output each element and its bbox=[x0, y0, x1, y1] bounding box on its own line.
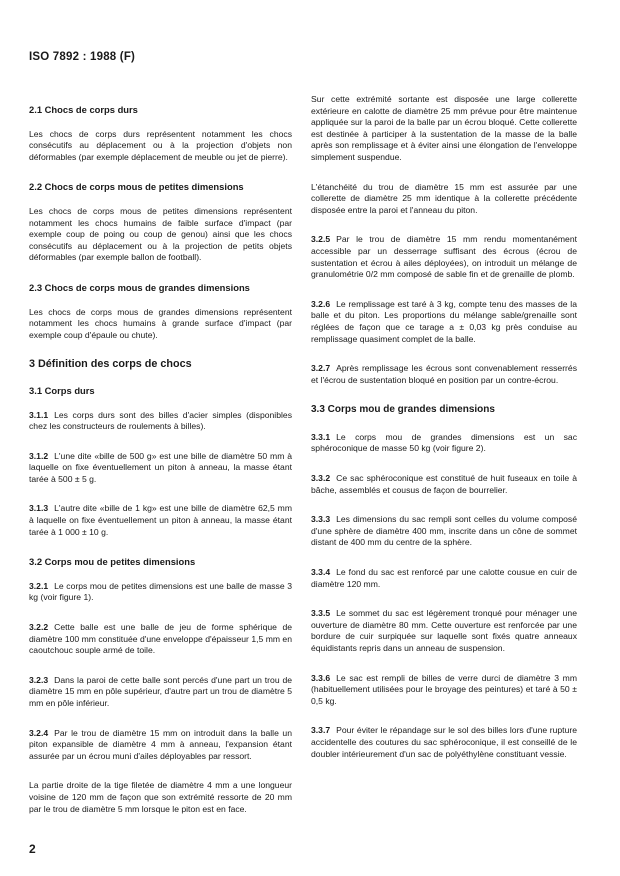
paragraph-3-1-2 bbox=[29, 451, 292, 486]
paragraph-text: Les corps durs sont des billes d'acier simples (disponibles chez les constructeurs de roulements à billes). bbox=[29, 409, 292, 432]
left-column bbox=[29, 96, 292, 833]
paragraph-3-1-3 bbox=[29, 503, 292, 538]
section-3-title: 3 Définition des corps de chocs bbox=[29, 358, 192, 371]
paragraph-text: L'autre dite «bille de 1 kg» est une bille de diamètre 62,5 mm à laquelle on fixe éventuellement un piton à anneau, la masse étant tarée à 1 000 ± 10 g. bbox=[29, 503, 292, 537]
right-column bbox=[311, 94, 577, 778]
paragraph-3-2-4-continued: La partie droite de la tige filetée de diamètre 4 mm a une longueur voisine de 120 mm de façon que son extrémité ressorte de 20 mm par le trou de diamètre 5 mm lorsque le piton est en face. bbox=[29, 780, 292, 814]
section-2-1-title: 2.1 Chocs de corps durs bbox=[29, 104, 138, 115]
paragraph-number: 3.2.4 bbox=[29, 727, 49, 738]
paragraph-text: Ce sac sphéroconique est constitué de huit fuseaux en toile à bâche, assemblés et cousus de façon de bourrelier. bbox=[311, 473, 577, 495]
paragraph-text: Par le trou de diamètre 15 mm on introduit dans la balle un piton expansible de diamètre 4 mm à anneau, l'expansion étant assurée par un écrou muni d'ailes déployables par ressort. bbox=[29, 727, 292, 761]
section-3-1-title: 3.1 Corps durs bbox=[29, 384, 95, 396]
paragraph-number: 3.1.3 bbox=[29, 503, 49, 514]
section-3-2-title: 3.2 Corps mou de petites dimensions bbox=[29, 556, 196, 568]
section-2-2-text: Les chocs de corps mous de petites dimensions représentent notamment les chocs humains de faible surface d'impact (par exemple coup de poing ou coup de genou) ainsi que les chocs consécutifs au déplacement ou à la projection de petits objets déformables (par exemple ballon de football). bbox=[29, 205, 292, 263]
paragraph-3-3-6 bbox=[311, 673, 577, 708]
paragraph-etancheite: L'étanchéité du trou de diamètre 15 mm est assurée par une collerette de diamètre 25 mm identique à la collerette précédente disposée entre la paroi et l'anneau du piton. bbox=[311, 181, 577, 215]
paragraph-collerette: Sur cette extrémité sortante est disposée une large collerette extérieure en calotte de diamètre 25 mm prévue pour être maintenue appliquée sur la paroi de la balle par un écrou bloqué. Cette collerette est destinée à participer à la sustentation de la masse de la balle après son remplissage et à éviter ainsi une élongation de l'enveloppe simplement suspendue. bbox=[311, 94, 577, 162]
paragraph-text: L'une dite «bille de 500 g» est une bille de diamètre 50 mm à laquelle on fixe éventuellement un piton à anneau, la masse étant tarée à 500 ± 5 g. bbox=[29, 450, 292, 484]
paragraph-3-2-2 bbox=[29, 622, 292, 657]
paragraph-number: 3.3.6 bbox=[311, 672, 331, 683]
paragraph-3-3-3 bbox=[311, 514, 577, 549]
paragraph-3-1-1 bbox=[29, 410, 292, 433]
page-number: 2 bbox=[29, 842, 36, 856]
paragraph-text: Le corps mou de grandes dimensions est un sac sphéroconique de masse 50 kg (voir figure 2). bbox=[311, 431, 577, 454]
paragraph-text: Le remplissage est taré à 3 kg, compte tenu des masses de la balle et du piton. Les proportions du mélange sable/grenaille sont réglées de façon que ce tarage a ± 0,03 kg près conduise au remplissage quasiment complet de la balle. bbox=[311, 298, 577, 344]
paragraph-number: 3.3.5 bbox=[311, 608, 331, 619]
paragraph-number: 3.3.1 bbox=[311, 431, 331, 442]
paragraph-number: 3.2.1 bbox=[29, 580, 49, 591]
paragraph-3-3-2 bbox=[311, 473, 577, 496]
section-2-2-title: 2.2 Chocs de corps mous de petites dimensions bbox=[29, 181, 244, 193]
paragraph-3-2-4 bbox=[29, 728, 292, 763]
paragraph-text: Le corps mou de petites dimensions est une balle de masse 3 kg (voir figure 1). bbox=[29, 580, 292, 603]
paragraph-number: 3.2.6 bbox=[311, 298, 331, 309]
document-header: ISO 7892 : 1988 (F) bbox=[29, 51, 136, 63]
paragraph-number: 3.3.7 bbox=[311, 725, 331, 736]
paragraph-text: Le fond du sac est renforcé par une calotte cousue en cuir de diamètre 120 mm. bbox=[311, 567, 577, 589]
paragraph-3-3-7 bbox=[311, 725, 577, 760]
paragraph-text: Par le trou de diamètre 15 mm rendu momentanément accessible par un desserrage suffisant des écrous (écrou de sustentation et écrou à ailes déployées), on introduit un mélange de granulométrie 0/2 mm composé de sable fin et de grenaille de plomb. bbox=[311, 234, 577, 280]
paragraph-number: 3.1.2 bbox=[29, 450, 49, 461]
paragraph-3-2-7 bbox=[311, 363, 577, 386]
paragraph-text: Cette balle est une balle de jeu de forme sphérique de diamètre 100 mm constituée d'une enveloppe d'épaisseur 1,5 mm en caoutchouc souple armé de toile. bbox=[29, 622, 292, 656]
paragraph-text: Le sac est rempli de billes de verre durci de diamètre 3 mm (habituellement utilisées pour le broyage des peintures) et taré à 50 ± 0,5 kg. bbox=[311, 672, 577, 706]
section-2-3-text: Les chocs de corps mous de grandes dimensions représentent notamment les chocs humains à grande surface d'impact (par exemple coup d'épaule ou chute). bbox=[29, 306, 292, 340]
paragraph-number: 3.2.7 bbox=[311, 363, 331, 374]
paragraph-number: 3.3.4 bbox=[311, 567, 331, 578]
paragraph-text: Les dimensions du sac rempli sont celles du volume composé d'une sphère de diamètre 400 mm, inscrite dans un cône de sommet distant de 400 mm du centre de la sphère. bbox=[311, 514, 577, 548]
paragraph-number: 3.3.3 bbox=[311, 514, 331, 525]
paragraph-text: Le sommet du sac est légèrement tronqué pour ménager une ouverture de diamètre 80 mm. Cette ouverture est renforcée par une bordure de cuir surpiquée sur laquelle sont fixés quatre anneaux équidistants repris dans un anneau de suspension. bbox=[311, 608, 577, 653]
paragraph-number: 3.2.2 bbox=[29, 622, 49, 633]
paragraph-3-2-5 bbox=[311, 234, 577, 280]
paragraph-number: 3.2.5 bbox=[311, 234, 331, 245]
paragraph-text: Après remplissage les écrous sont convenablement resserrés et l'écrou de sustentation bloqué en position par un contre-écrou. bbox=[311, 363, 577, 385]
paragraph-number: 3.2.3 bbox=[29, 674, 49, 685]
section-2-1-text: Les chocs de corps durs représentent notamment les chocs consécutifs au déplacement ou à la projection d'objets non déformables (par exemple déplacement de meuble ou jet de pierre). bbox=[29, 128, 292, 162]
paragraph-3-3-1 bbox=[311, 432, 577, 455]
paragraph-3-3-5 bbox=[311, 608, 577, 654]
section-3-3-title: 3.3 Corps mou de grandes dimensions bbox=[311, 404, 495, 416]
paragraph-number: 3.1.1 bbox=[29, 409, 49, 420]
paragraph-number: 3.3.2 bbox=[311, 473, 331, 484]
paragraph-3-2-6 bbox=[311, 299, 577, 345]
paragraph-3-3-4 bbox=[311, 567, 577, 590]
paragraph-3-2-1 bbox=[29, 581, 292, 604]
paragraph-text: Pour éviter le répandage sur le sol des billes lors d'une rupture accidentelle des coutures du sac sphéroconique, il est conseillé de le doubler intérieurement d'un sac de polyéthylène constituant vessie. bbox=[311, 725, 577, 759]
section-2-3-title: 2.3 Chocs de corps mous de grandes dimensions bbox=[29, 281, 250, 293]
paragraph-3-2-3 bbox=[29, 675, 292, 710]
paragraph-text: Dans la paroi de cette balle sont percés d'une part un trou de diamètre 15 mm en pôle supérieur, d'autre part un trou de diamètre 5 mm en pôle inférieur. bbox=[29, 674, 292, 708]
